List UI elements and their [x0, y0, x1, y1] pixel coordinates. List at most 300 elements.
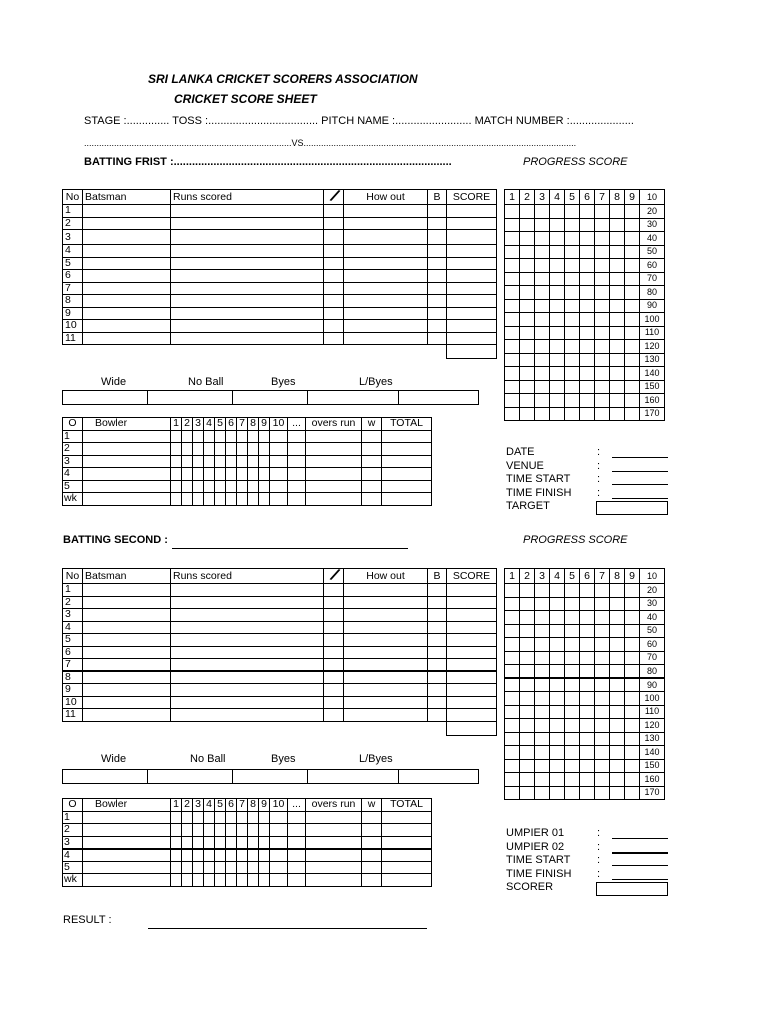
score-cell[interactable]	[344, 709, 428, 722]
progress-cell[interactable]	[505, 394, 520, 408]
bowling-cell[interactable]	[248, 836, 259, 849]
progress-cell[interactable]	[580, 232, 595, 246]
score-cell[interactable]	[171, 270, 324, 283]
progress-cell[interactable]	[565, 232, 580, 246]
progress-cell[interactable]	[520, 259, 535, 273]
progress-cell[interactable]	[535, 367, 550, 381]
bowling-cell[interactable]	[226, 480, 237, 493]
bowling-cell[interactable]	[193, 836, 204, 849]
bowling-cell[interactable]	[83, 861, 171, 874]
progress-cell[interactable]	[550, 218, 565, 232]
progress-cell[interactable]	[535, 394, 550, 408]
progress-cell[interactable]	[610, 705, 625, 719]
progress-cell[interactable]	[625, 367, 640, 381]
bowling-cell[interactable]	[193, 493, 204, 506]
bowling-cell[interactable]	[226, 443, 237, 456]
progress-cell[interactable]	[625, 313, 640, 327]
score-cell[interactable]	[324, 584, 344, 597]
bowling-cell[interactable]	[270, 493, 288, 506]
bowling-cell[interactable]	[362, 849, 382, 862]
progress-cell[interactable]	[580, 205, 595, 219]
progress-cell[interactable]	[535, 340, 550, 354]
progress-cell[interactable]	[595, 786, 610, 800]
progress-cell[interactable]	[625, 665, 640, 679]
progress-cell[interactable]	[610, 597, 625, 611]
progress-cell[interactable]	[535, 286, 550, 300]
score-cell[interactable]	[83, 332, 171, 345]
bowling-cell[interactable]	[204, 849, 215, 862]
score-cell[interactable]	[83, 282, 171, 295]
progress-cell[interactable]	[595, 759, 610, 773]
progress-cell[interactable]	[565, 759, 580, 773]
bowling-cell[interactable]	[171, 468, 182, 481]
progress-cell[interactable]	[550, 394, 565, 408]
progress-cell[interactable]	[565, 773, 580, 787]
progress-cell[interactable]	[625, 340, 640, 354]
bowling-cell[interactable]	[306, 874, 362, 887]
progress-cell[interactable]	[520, 353, 535, 367]
progress-cell[interactable]	[520, 232, 535, 246]
extras-cell[interactable]	[308, 391, 399, 405]
bowling-cell[interactable]	[237, 824, 248, 837]
bowling-cell[interactable]	[193, 861, 204, 874]
bowling-cell[interactable]	[83, 824, 171, 837]
score-cell[interactable]	[324, 596, 344, 609]
progress-cell[interactable]	[595, 773, 610, 787]
progress-cell[interactable]	[565, 205, 580, 219]
score-cell[interactable]	[428, 584, 447, 597]
score-cell[interactable]	[171, 584, 324, 597]
bowling-cell[interactable]	[182, 455, 193, 468]
progress-cell[interactable]	[595, 205, 610, 219]
progress-cell[interactable]	[520, 651, 535, 665]
progress-cell[interactable]	[505, 584, 520, 598]
bowling-cell[interactable]	[248, 455, 259, 468]
score-cell[interactable]	[428, 245, 447, 258]
score-cell[interactable]	[344, 584, 428, 597]
progress-cell[interactable]	[565, 380, 580, 394]
total-score-box[interactable]	[447, 345, 497, 359]
batting-second-line[interactable]	[172, 548, 408, 549]
progress-cell[interactable]	[505, 218, 520, 232]
progress-cell[interactable]	[535, 245, 550, 259]
progress-cell[interactable]	[550, 367, 565, 381]
score-cell[interactable]	[428, 634, 447, 647]
bowling-cell[interactable]	[226, 811, 237, 824]
score-cell[interactable]	[83, 245, 171, 258]
progress-cell[interactable]	[580, 299, 595, 313]
progress-cell[interactable]	[550, 759, 565, 773]
extras-cell[interactable]	[148, 770, 233, 784]
score-cell[interactable]	[447, 584, 497, 597]
progress-cell[interactable]	[535, 746, 550, 760]
progress-cell[interactable]	[535, 272, 550, 286]
bowling-cell[interactable]	[306, 430, 362, 443]
bowling-cell[interactable]	[215, 811, 226, 824]
score-cell[interactable]	[344, 621, 428, 634]
progress-cell[interactable]	[535, 380, 550, 394]
progress-cell[interactable]	[565, 651, 580, 665]
progress-cell[interactable]	[565, 326, 580, 340]
bowling-cell[interactable]	[83, 811, 171, 824]
score-cell[interactable]	[83, 205, 171, 218]
progress-cell[interactable]	[550, 746, 565, 760]
progress-cell[interactable]	[610, 286, 625, 300]
progress-cell[interactable]	[610, 665, 625, 679]
score-cell[interactable]	[83, 621, 171, 634]
bowling-cell[interactable]	[248, 468, 259, 481]
progress-cell[interactable]	[550, 584, 565, 598]
bowling-cell[interactable]	[237, 836, 248, 849]
bowling-cell[interactable]	[171, 480, 182, 493]
score-cell[interactable]	[324, 217, 344, 230]
progress-cell[interactable]	[520, 340, 535, 354]
progress-cell[interactable]	[565, 272, 580, 286]
progress-cell[interactable]	[505, 732, 520, 746]
bowling-cell[interactable]	[306, 480, 362, 493]
progress-cell[interactable]	[520, 665, 535, 679]
score-cell[interactable]	[171, 646, 324, 659]
progress-cell[interactable]	[595, 259, 610, 273]
score-cell[interactable]	[428, 696, 447, 709]
bowling-cell[interactable]	[288, 443, 306, 456]
progress-cell[interactable]	[520, 773, 535, 787]
bowling-cell[interactable]	[259, 468, 270, 481]
bowling-cell[interactable]	[382, 480, 432, 493]
score-cell[interactable]	[324, 696, 344, 709]
progress-cell[interactable]	[625, 692, 640, 706]
progress-cell[interactable]	[550, 272, 565, 286]
progress-cell[interactable]	[505, 678, 520, 692]
bowling-cell[interactable]	[171, 874, 182, 887]
bowling-cell[interactable]	[259, 824, 270, 837]
progress-cell[interactable]	[550, 205, 565, 219]
score-cell[interactable]	[344, 282, 428, 295]
progress-cell[interactable]	[580, 218, 595, 232]
score-cell[interactable]	[83, 634, 171, 647]
progress-cell[interactable]	[565, 719, 580, 733]
bowling-cell[interactable]	[193, 480, 204, 493]
progress-cell[interactable]	[625, 259, 640, 273]
progress-cell[interactable]	[625, 719, 640, 733]
progress-cell[interactable]	[520, 326, 535, 340]
progress-cell[interactable]	[625, 746, 640, 760]
score-cell[interactable]	[83, 295, 171, 308]
progress-cell[interactable]	[580, 326, 595, 340]
score-cell[interactable]	[83, 257, 171, 270]
progress-cell[interactable]	[520, 584, 535, 598]
bowling-cell[interactable]	[171, 443, 182, 456]
progress-cell[interactable]	[550, 692, 565, 706]
score-cell[interactable]	[171, 709, 324, 722]
score-cell[interactable]	[324, 270, 344, 283]
progress-cell[interactable]	[535, 597, 550, 611]
score-cell[interactable]	[428, 596, 447, 609]
score-cell[interactable]	[324, 307, 344, 320]
bowling-cell[interactable]	[382, 430, 432, 443]
bowling-cell[interactable]	[226, 824, 237, 837]
bowling-cell[interactable]	[259, 493, 270, 506]
progress-cell[interactable]	[520, 692, 535, 706]
bowling-cell[interactable]	[204, 443, 215, 456]
progress-cell[interactable]	[610, 719, 625, 733]
score-cell[interactable]	[344, 205, 428, 218]
bowling-cell[interactable]	[83, 430, 171, 443]
bowling-cell[interactable]	[237, 430, 248, 443]
progress-cell[interactable]	[610, 259, 625, 273]
progress-cell[interactable]	[580, 245, 595, 259]
progress-cell[interactable]	[520, 678, 535, 692]
bowling-cell[interactable]	[288, 849, 306, 862]
total-score-box[interactable]	[447, 721, 497, 735]
progress-cell[interactable]	[610, 313, 625, 327]
score-cell[interactable]	[344, 217, 428, 230]
score-cell[interactable]	[344, 696, 428, 709]
bowling-cell[interactable]	[259, 861, 270, 874]
progress-cell[interactable]	[625, 611, 640, 625]
progress-cell[interactable]	[625, 326, 640, 340]
progress-cell[interactable]	[535, 678, 550, 692]
bowling-cell[interactable]	[259, 480, 270, 493]
score-cell[interactable]	[83, 584, 171, 597]
progress-cell[interactable]	[535, 353, 550, 367]
progress-cell[interactable]	[535, 326, 550, 340]
bowling-cell[interactable]	[215, 836, 226, 849]
bowling-cell[interactable]	[288, 430, 306, 443]
score-cell[interactable]	[83, 230, 171, 245]
progress-cell[interactable]	[505, 746, 520, 760]
bowling-cell[interactable]	[215, 455, 226, 468]
score-cell[interactable]	[447, 245, 497, 258]
bowling-cell[interactable]	[193, 455, 204, 468]
score-cell[interactable]	[344, 307, 428, 320]
bowling-cell[interactable]	[362, 430, 382, 443]
progress-cell[interactable]	[595, 651, 610, 665]
bowling-cell[interactable]	[204, 430, 215, 443]
progress-cell[interactable]	[595, 340, 610, 354]
score-cell[interactable]	[324, 671, 344, 684]
bowling-cell[interactable]	[382, 824, 432, 837]
extras-cell[interactable]	[63, 770, 148, 784]
progress-cell[interactable]	[505, 624, 520, 638]
bowling-cell[interactable]	[288, 468, 306, 481]
bowling-cell[interactable]	[270, 824, 288, 837]
score-cell[interactable]	[428, 621, 447, 634]
score-cell[interactable]	[447, 696, 497, 709]
progress-cell[interactable]	[595, 611, 610, 625]
progress-cell[interactable]	[625, 732, 640, 746]
progress-cell[interactable]	[595, 232, 610, 246]
bowling-cell[interactable]	[182, 824, 193, 837]
time-finish-line[interactable]	[612, 498, 668, 499]
progress-cell[interactable]	[550, 624, 565, 638]
extras-cell[interactable]	[399, 391, 479, 405]
bowling-cell[interactable]	[248, 861, 259, 874]
score-cell[interactable]	[447, 295, 497, 308]
bowling-cell[interactable]	[193, 443, 204, 456]
progress-cell[interactable]	[595, 326, 610, 340]
umpire-02-line[interactable]	[612, 852, 668, 854]
progress-cell[interactable]	[520, 746, 535, 760]
progress-cell[interactable]	[520, 638, 535, 652]
bowling-cell[interactable]	[83, 493, 171, 506]
score-cell[interactable]	[83, 696, 171, 709]
bowling-cell[interactable]	[204, 480, 215, 493]
score-cell[interactable]	[447, 205, 497, 218]
bowling-cell[interactable]	[382, 849, 432, 862]
progress-cell[interactable]	[505, 651, 520, 665]
progress-cell[interactable]	[580, 367, 595, 381]
score-cell[interactable]	[344, 332, 428, 345]
bowling-cell[interactable]	[270, 443, 288, 456]
progress-cell[interactable]	[520, 394, 535, 408]
score-cell[interactable]	[83, 320, 171, 333]
bowling-cell[interactable]	[83, 443, 171, 456]
bowling-cell[interactable]	[270, 811, 288, 824]
date-line[interactable]	[612, 457, 668, 458]
progress-cell[interactable]	[610, 692, 625, 706]
bowling-cell[interactable]	[306, 849, 362, 862]
bowling-cell[interactable]	[362, 493, 382, 506]
progress-cell[interactable]	[610, 232, 625, 246]
progress-cell[interactable]	[505, 299, 520, 313]
progress-cell[interactable]	[595, 353, 610, 367]
progress-cell[interactable]	[625, 218, 640, 232]
progress-cell[interactable]	[580, 394, 595, 408]
progress-cell[interactable]	[565, 597, 580, 611]
score-cell[interactable]	[344, 270, 428, 283]
bowling-cell[interactable]	[237, 849, 248, 862]
bowling-cell[interactable]	[171, 836, 182, 849]
progress-cell[interactable]	[610, 584, 625, 598]
progress-cell[interactable]	[625, 286, 640, 300]
bowling-cell[interactable]	[306, 493, 362, 506]
progress-cell[interactable]	[535, 584, 550, 598]
progress-cell[interactable]	[565, 340, 580, 354]
bowling-cell[interactable]	[237, 480, 248, 493]
progress-cell[interactable]	[565, 786, 580, 800]
progress-cell[interactable]	[610, 326, 625, 340]
bowling-cell[interactable]	[362, 443, 382, 456]
progress-cell[interactable]	[580, 584, 595, 598]
progress-cell[interactable]	[535, 705, 550, 719]
bowling-cell[interactable]	[182, 811, 193, 824]
progress-cell[interactable]	[595, 584, 610, 598]
score-cell[interactable]	[428, 320, 447, 333]
score-cell[interactable]	[324, 332, 344, 345]
progress-cell[interactable]	[535, 624, 550, 638]
progress-cell[interactable]	[610, 380, 625, 394]
progress-cell[interactable]	[505, 692, 520, 706]
bowling-cell[interactable]	[226, 874, 237, 887]
progress-cell[interactable]	[550, 638, 565, 652]
progress-cell[interactable]	[535, 259, 550, 273]
progress-cell[interactable]	[565, 678, 580, 692]
progress-cell[interactable]	[610, 638, 625, 652]
score-cell[interactable]	[447, 684, 497, 697]
bowling-cell[interactable]	[270, 468, 288, 481]
progress-cell[interactable]	[550, 259, 565, 273]
progress-cell[interactable]	[610, 624, 625, 638]
extras-cell[interactable]	[233, 770, 308, 784]
bowling-cell[interactable]	[248, 811, 259, 824]
progress-cell[interactable]	[580, 705, 595, 719]
bowling-cell[interactable]	[237, 468, 248, 481]
progress-cell[interactable]	[535, 665, 550, 679]
progress-cell[interactable]	[550, 286, 565, 300]
bowling-cell[interactable]	[182, 861, 193, 874]
progress-cell[interactable]	[610, 732, 625, 746]
progress-cell[interactable]	[535, 786, 550, 800]
progress-cell[interactable]	[565, 584, 580, 598]
progress-cell[interactable]	[505, 232, 520, 246]
target-box[interactable]	[596, 501, 668, 515]
progress-cell[interactable]	[595, 394, 610, 408]
progress-cell[interactable]	[550, 407, 565, 421]
progress-cell[interactable]	[505, 259, 520, 273]
progress-cell[interactable]	[505, 407, 520, 421]
score-cell[interactable]	[344, 320, 428, 333]
progress-cell[interactable]	[565, 638, 580, 652]
score-cell[interactable]	[171, 257, 324, 270]
score-cell[interactable]	[428, 332, 447, 345]
bowling-cell[interactable]	[288, 824, 306, 837]
bowling-cell[interactable]	[83, 849, 171, 862]
bowling-cell[interactable]	[215, 849, 226, 862]
progress-cell[interactable]	[535, 773, 550, 787]
progress-cell[interactable]	[610, 611, 625, 625]
bowling-cell[interactable]	[248, 824, 259, 837]
progress-cell[interactable]	[565, 732, 580, 746]
progress-cell[interactable]	[610, 205, 625, 219]
bowling-cell[interactable]	[237, 811, 248, 824]
progress-cell[interactable]	[520, 380, 535, 394]
progress-cell[interactable]	[505, 759, 520, 773]
progress-cell[interactable]	[550, 380, 565, 394]
score-cell[interactable]	[171, 245, 324, 258]
progress-cell[interactable]	[580, 340, 595, 354]
bowling-cell[interactable]	[270, 455, 288, 468]
score-cell[interactable]	[83, 646, 171, 659]
bowling-cell[interactable]	[83, 468, 171, 481]
bowling-cell[interactable]	[215, 468, 226, 481]
progress-cell[interactable]	[595, 692, 610, 706]
progress-cell[interactable]	[505, 611, 520, 625]
progress-cell[interactable]	[565, 394, 580, 408]
progress-cell[interactable]	[610, 678, 625, 692]
score-cell[interactable]	[447, 634, 497, 647]
bowling-cell[interactable]	[171, 430, 182, 443]
progress-cell[interactable]	[535, 732, 550, 746]
progress-cell[interactable]	[595, 746, 610, 760]
progress-cell[interactable]	[520, 719, 535, 733]
progress-cell[interactable]	[610, 651, 625, 665]
time-start-2-line[interactable]	[612, 865, 668, 866]
score-cell[interactable]	[344, 609, 428, 622]
progress-cell[interactable]	[565, 218, 580, 232]
score-cell[interactable]	[344, 596, 428, 609]
score-cell[interactable]	[428, 684, 447, 697]
progress-cell[interactable]	[535, 218, 550, 232]
score-cell[interactable]	[171, 609, 324, 622]
score-cell[interactable]	[447, 257, 497, 270]
progress-cell[interactable]	[505, 773, 520, 787]
progress-cell[interactable]	[535, 407, 550, 421]
bowling-cell[interactable]	[237, 455, 248, 468]
progress-cell[interactable]	[595, 272, 610, 286]
progress-cell[interactable]	[520, 705, 535, 719]
bowling-cell[interactable]	[204, 861, 215, 874]
